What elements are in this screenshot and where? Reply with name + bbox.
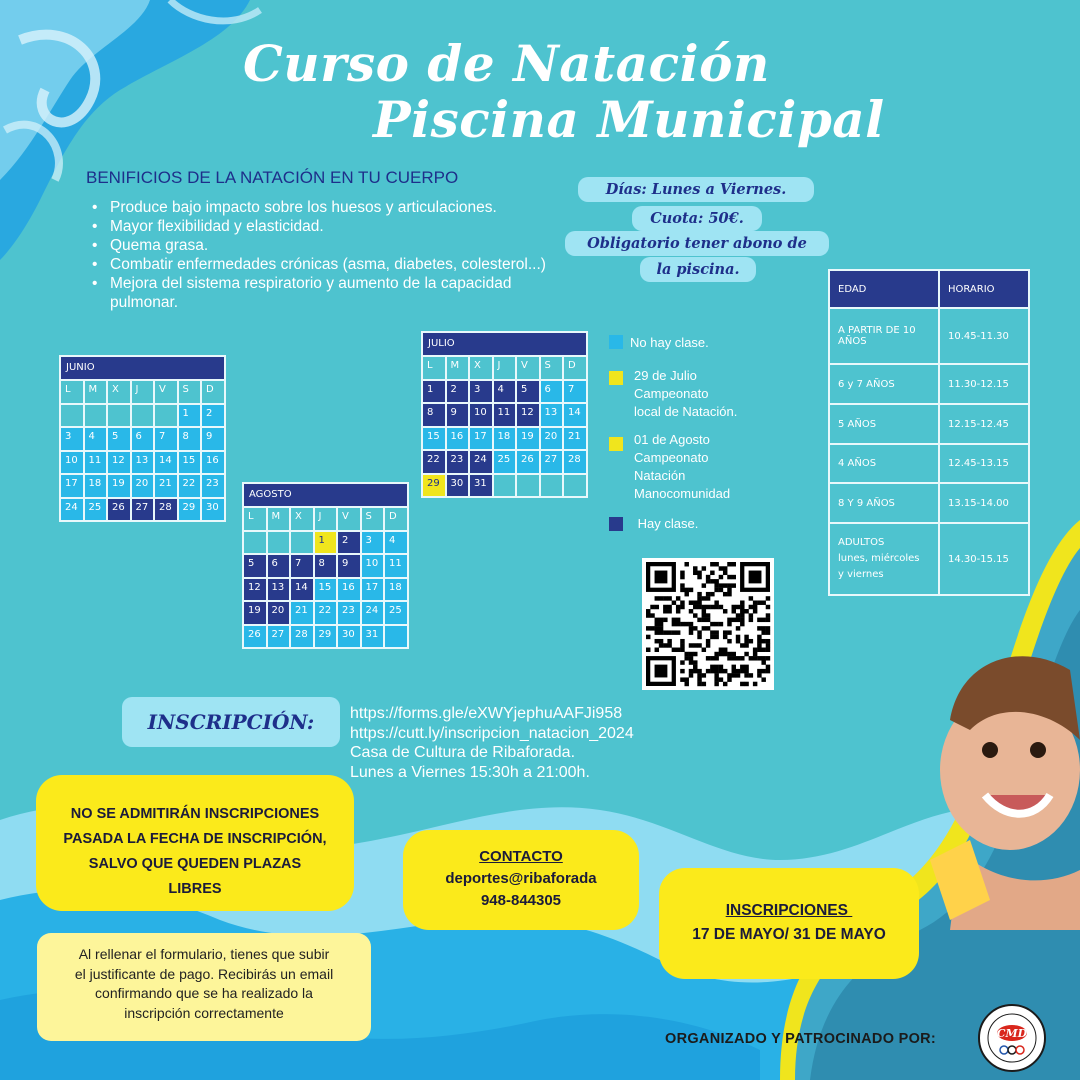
schedule-table: [828, 269, 1030, 596]
weekday-label: S: [361, 507, 385, 531]
calendar-day: 8: [314, 554, 338, 578]
calendar-day: 25: [384, 601, 408, 625]
calendar-day: 11: [493, 403, 517, 427]
calendar-day: 27: [267, 625, 291, 649]
calendar-day: 30: [446, 474, 470, 498]
schedule-time: 11.30-12.15: [939, 364, 1029, 404]
calendar-day: 18: [384, 578, 408, 602]
calendar-day: 4: [384, 531, 408, 555]
weekday-label: D: [201, 380, 225, 404]
calendar-day: 20: [131, 474, 155, 498]
calendar-day: [131, 404, 155, 428]
calendar-month-title: JUNIO: [60, 356, 225, 380]
calendar-day: 28: [290, 625, 314, 649]
contact-title: CONTACTO: [479, 848, 563, 865]
weekday-label: X: [290, 507, 314, 531]
form-note-box: Al rellenar el formulario, tienes que subir el justificante de pago. Recibirás un email confirmando que se ha realizado la inscripción correctamente: [37, 933, 371, 1041]
calendar-day: 3: [469, 380, 493, 404]
legend-july-event-1: 29 de Julio: [634, 368, 697, 383]
calendar-day: 13: [267, 578, 291, 602]
benefit-item: • Quema grasa.: [90, 236, 560, 255]
schedule-age: A PARTIR DE 10 AÑOS: [829, 308, 939, 364]
schedule-time: 12.45-13.15: [939, 444, 1029, 483]
class-swatch: [609, 517, 623, 531]
calendar-day: 2: [201, 404, 225, 428]
benefit-item: • Mayor flexibilidad y elasticidad.: [90, 217, 560, 236]
calendar-julio: [421, 331, 588, 498]
weekday-label: M: [267, 507, 291, 531]
weekday-label: L: [422, 356, 446, 380]
schedule-age: 8 Y 9 AÑOS: [829, 483, 939, 523]
calendar-day: 1: [422, 380, 446, 404]
legend-august-event-3: Natación: [634, 468, 686, 483]
calendar-day: 10: [60, 451, 84, 475]
calendar-day: 27: [540, 450, 564, 474]
calendar-day: 23: [446, 450, 470, 474]
calendar-day: 31: [361, 625, 385, 649]
swimmer-photo: [930, 600, 1080, 930]
cmd-logo: [977, 1003, 1047, 1073]
calendar-day: 21: [290, 601, 314, 625]
calendar-day: 7: [563, 380, 587, 404]
calendar-day: 7: [290, 554, 314, 578]
calendar-day: 30: [337, 625, 361, 649]
calendar-day: 13: [131, 451, 155, 475]
registration-place: Casa de Cultura de Ribaforada.: [350, 744, 576, 761]
registration-dates-box: [659, 868, 919, 979]
calendar-day: 25: [493, 450, 517, 474]
calendar-day: 2: [446, 380, 470, 404]
contact-box: [403, 830, 639, 930]
july-event-swatch: [609, 371, 623, 385]
title-line-2: Piscina Municipal: [373, 90, 885, 149]
legend-august-event-1: 01 de Agosto: [634, 432, 710, 447]
calendar-day: [516, 474, 540, 498]
calendar-day: [107, 404, 131, 428]
calendar-day: 14: [154, 451, 178, 475]
schedule-age: 6 y 7 AÑOS: [829, 364, 939, 404]
title-line-1: Curso de Natación: [243, 34, 770, 93]
calendar-legend: [609, 333, 799, 543]
calendar-day: 9: [337, 554, 361, 578]
dates-title: INSCRIPCIONES: [725, 902, 853, 919]
calendar-day: 22: [178, 474, 202, 498]
calendar-day: [290, 531, 314, 555]
schedule-time: 10.45-11.30: [939, 308, 1029, 364]
calendar-day: 4: [493, 380, 517, 404]
short-link[interactable]: https://cutt.ly/inscripcion_natacion_2024: [350, 724, 634, 742]
calendar-day: 27: [131, 498, 155, 522]
schedule-time: 14.30-15.15: [939, 523, 1029, 595]
weekday-label: J: [493, 356, 517, 380]
registration-hours: Lunes a Viernes 15:30h a 21:00h.: [350, 763, 590, 781]
calendar-day: 10: [361, 554, 385, 578]
calendar-junio: [59, 355, 226, 522]
calendar-day: 7: [154, 427, 178, 451]
logo-text: CMD: [996, 1027, 1028, 1040]
weekday-label: V: [337, 507, 361, 531]
calendar-day: 1: [314, 531, 338, 555]
calendar-day: 2: [337, 531, 361, 555]
schedule-header-age: EDAD: [829, 270, 939, 308]
calendar-day: 24: [469, 450, 493, 474]
benefits-list: [90, 198, 560, 312]
calendar-day: 17: [469, 427, 493, 451]
legend-no-class: No hay clase.: [630, 335, 709, 350]
calendar-day: 16: [446, 427, 470, 451]
calendar-day: [243, 531, 267, 555]
calendar-day: 11: [384, 554, 408, 578]
weekday-label: L: [60, 380, 84, 404]
schedule-time: 12.15-12.45: [939, 404, 1029, 444]
calendar-day: 23: [201, 474, 225, 498]
calendar-day: 12: [243, 578, 267, 602]
calendar-day: 18: [493, 427, 517, 451]
calendar-day: 6: [267, 554, 291, 578]
calendar-day: 6: [540, 380, 564, 404]
calendar-day: [267, 531, 291, 555]
legend-august-event-2: Campeonato: [634, 450, 709, 465]
calendar-day: 23: [337, 601, 361, 625]
weekday-label: V: [516, 356, 540, 380]
schedule-header-time: HORARIO: [939, 270, 1029, 308]
info-requirement-1: Obligatorio tener abono de: [565, 231, 829, 256]
benefit-item: • Produce bajo impacto sobre los huesos y articulaciones.: [90, 198, 560, 217]
calendar-day: 13: [540, 403, 564, 427]
calendar-day: 21: [563, 427, 587, 451]
calendar-day: 6: [131, 427, 155, 451]
schedule-age: 4 AÑOS: [829, 444, 939, 483]
calendar-day: 8: [422, 403, 446, 427]
calendar-day: [563, 474, 587, 498]
qr-code[interactable]: [642, 558, 774, 690]
calendar-day: 17: [60, 474, 84, 498]
calendar-day: 3: [361, 531, 385, 555]
calendar-agosto: [242, 482, 409, 649]
weekday-label: J: [131, 380, 155, 404]
weekday-label: D: [563, 356, 587, 380]
calendar-day: 12: [107, 451, 131, 475]
info-requirement-2: la piscina.: [640, 257, 756, 282]
calendar-day: 29: [178, 498, 202, 522]
notice-box: NO SE ADMITIRÁN INSCRIPCIONES PASADA LA FECHA DE INSCRIPCIÓN, SALVO QUE QUEDEN PLAZAS LIBRES: [36, 775, 354, 911]
qr-code-image: [642, 558, 774, 690]
registration-label: INSCRIPCIÓN:: [122, 697, 340, 747]
calendar-day: 19: [107, 474, 131, 498]
calendar-day: 26: [516, 450, 540, 474]
calendar-day: 15: [422, 427, 446, 451]
legend-july-event-3: local de Natación.: [634, 404, 738, 419]
calendar-month-title: AGOSTO: [243, 483, 408, 507]
weekday-label: J: [314, 507, 338, 531]
calendar-day: 10: [469, 403, 493, 427]
calendar-day: 29: [422, 474, 446, 498]
weekday-label: V: [154, 380, 178, 404]
weekday-label: S: [178, 380, 202, 404]
registration-info: [350, 704, 634, 782]
calendar-day: 31: [469, 474, 493, 498]
calendar-month-title: JULIO: [422, 332, 587, 356]
weekday-label: X: [469, 356, 493, 380]
no-class-swatch: [609, 335, 623, 349]
weekday-label: S: [540, 356, 564, 380]
contact-email[interactable]: deportes@ribaforada: [445, 870, 597, 887]
calendar-day: 28: [154, 498, 178, 522]
benefit-item: • Combatir enfermedades crónicas (asma, diabetes, colesterol...): [90, 255, 560, 274]
calendar-day: [84, 404, 108, 428]
calendar-day: 28: [563, 450, 587, 474]
legend-august-event-4: Manocomunidad: [634, 486, 731, 501]
calendar-day: 20: [540, 427, 564, 451]
calendar-day: 17: [361, 578, 385, 602]
calendar-day: 5: [107, 427, 131, 451]
weekday-label: L: [243, 507, 267, 531]
legend-class: Hay clase.: [634, 516, 699, 531]
info-fee: Cuota: 50€.: [632, 206, 762, 231]
calendar-day: 21: [154, 474, 178, 498]
calendar-day: 25: [84, 498, 108, 522]
weekday-label: M: [446, 356, 470, 380]
calendar-day: 5: [516, 380, 540, 404]
august-event-swatch: [609, 437, 623, 451]
calendar-day: [384, 625, 408, 649]
calendar-day: 24: [361, 601, 385, 625]
info-days: Días: Lunes a Viernes.: [578, 177, 814, 202]
calendar-day: 22: [314, 601, 338, 625]
calendar-day: 11: [84, 451, 108, 475]
weekday-label: M: [84, 380, 108, 404]
calendar-day: 18: [84, 474, 108, 498]
calendar-day: 16: [337, 578, 361, 602]
calendar-day: 14: [563, 403, 587, 427]
calendar-day: 9: [446, 403, 470, 427]
calendar-day: 9: [201, 427, 225, 451]
contact-phone[interactable]: 948-844305: [480, 892, 562, 909]
benefit-item: • Mejora del sistema respiratorio y aumento de la capacidad pulmonar.: [90, 274, 560, 312]
calendar-day: 26: [107, 498, 131, 522]
calendar-day: 5: [243, 554, 267, 578]
calendar-day: 14: [290, 578, 314, 602]
calendar-day: 29: [314, 625, 338, 649]
calendar-day: 3: [60, 427, 84, 451]
calendar-day: 19: [243, 601, 267, 625]
calendar-day: 8: [178, 427, 202, 451]
calendar-day: [154, 404, 178, 428]
schedule-age: 5 AÑOS: [829, 404, 939, 444]
calendar-day: [60, 404, 84, 428]
calendar-day: 26: [243, 625, 267, 649]
weekday-label: X: [107, 380, 131, 404]
calendar-day: 20: [267, 601, 291, 625]
calendar-day: [493, 474, 517, 498]
schedule-time: 13.15-14.00: [939, 483, 1029, 523]
weekday-label: D: [384, 507, 408, 531]
calendar-day: 30: [201, 498, 225, 522]
calendar-day: 16: [201, 451, 225, 475]
calendar-day: 19: [516, 427, 540, 451]
dates-range: 17 DE MAYO/ 31 DE MAYO: [692, 926, 886, 943]
schedule-age: ADULTOS lunes, miércoles y viernes: [829, 523, 939, 595]
form-link[interactable]: https://forms.gle/eXWYjephuAAFJi958: [350, 705, 623, 722]
calendar-day: 22: [422, 450, 446, 474]
calendar-day: 1: [178, 404, 202, 428]
calendar-day: 24: [60, 498, 84, 522]
calendar-day: 12: [516, 403, 540, 427]
calendar-day: 15: [178, 451, 202, 475]
organized-by: ORGANIZADO Y PATROCINADO POR:: [665, 1031, 937, 1047]
calendar-day: [540, 474, 564, 498]
benefits-heading: BENIFICIOS DE LA NATACIÓN EN TU CUERPO: [86, 168, 459, 187]
calendar-day: 15: [314, 578, 338, 602]
calendar-day: 4: [84, 427, 108, 451]
legend-july-event-2: Campeonato: [634, 386, 709, 401]
